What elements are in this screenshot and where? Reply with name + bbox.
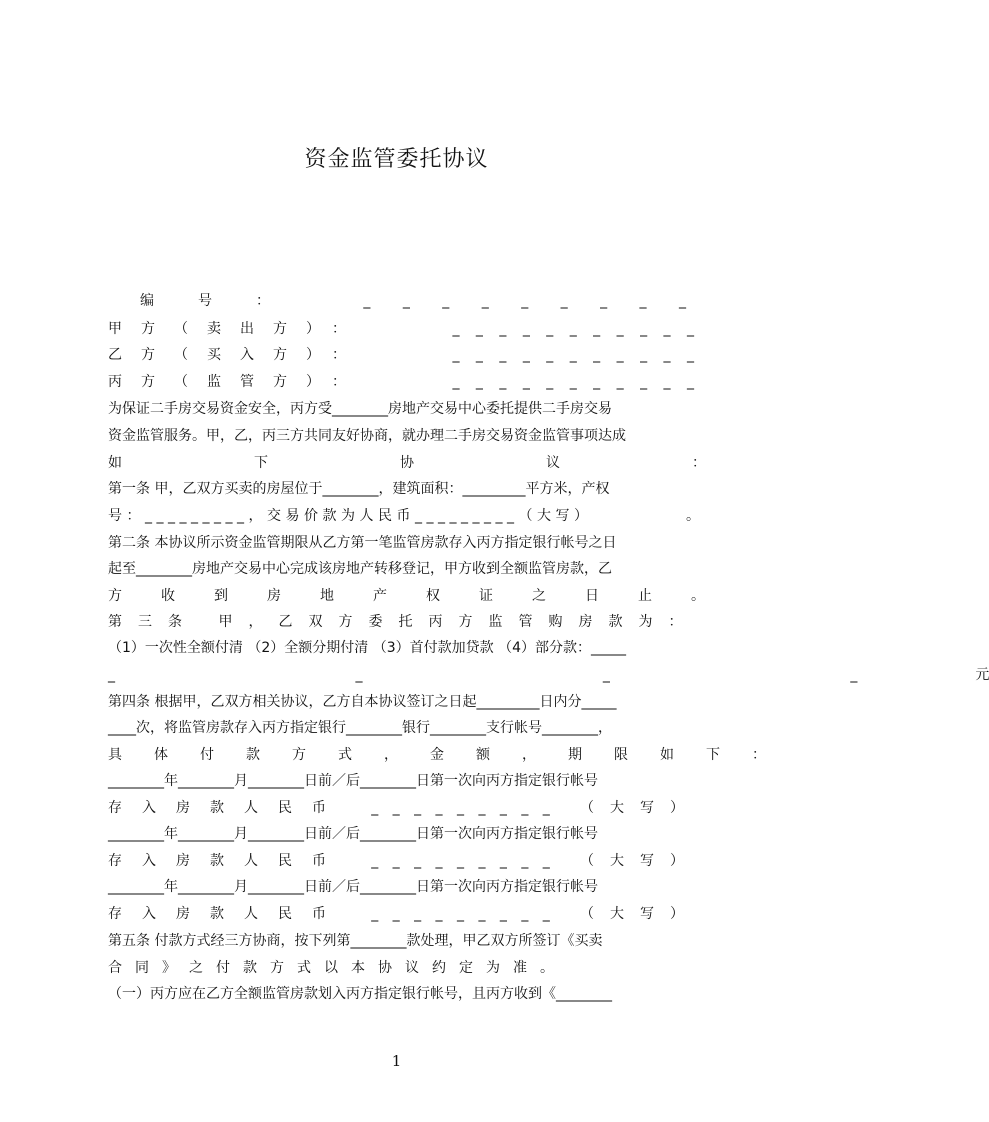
payment-1-label: 存入房款人民币 — [108, 800, 346, 816]
payment-2-amount — [108, 848, 700, 874]
serial-number-row — [140, 288, 700, 314]
party-c-label: 丙方（监管方）： — [108, 374, 365, 390]
article-2-line-2: 起至________房地产交易中心完成该房地产转移登记，甲方收到全额监管房款，乙 — [108, 561, 612, 577]
payment-3-amount — [108, 901, 700, 927]
intro-line-2: 资金监管服务。甲，乙，丙三方共同友好协商，就办理二手房交易资金监管事项达成 — [108, 428, 626, 444]
article-1-price: 号：_________，交易价款为人民币_________（大写） — [108, 508, 593, 524]
party-b-row — [108, 342, 700, 368]
page-number: 1 — [391, 1052, 402, 1070]
article-5-line-1: 第五条 付款方式经三方协商，按下列第________款处理，甲乙双方所签订《买卖 — [108, 933, 603, 949]
article-4-line-1: 第四条 根据甲，乙双方相关协议，乙方自本协议签订之日起_________日内分_____ — [108, 694, 617, 710]
article-4-line-3: 具体付款方式，金额，期限如下： — [108, 747, 798, 763]
payment-3-label: 存入房款人民币 — [108, 906, 346, 922]
article-5-line-2: 合同》之付款方式以本协议约定为准。 — [108, 960, 567, 976]
article-3-options: （1）一次性全额付清 （2）全额分期付清 （3）首付款加贷款 （4）部分款：_____ — [108, 640, 626, 656]
article-3-unit: 元 — [975, 667, 989, 683]
payment-2-date: ________年________月________日前／后________日第一次向丙方指定银行帐号 — [108, 826, 598, 842]
party-c-blank: _ _ _ _ _ _ _ _ _ _ _ — [452, 374, 700, 390]
payment-2-capital: （大写） — [579, 853, 700, 869]
payment-2-blank: _ _ _ _ _ _ _ _ _ — [371, 853, 555, 869]
article-4-line-2: ____次，将监管房款存入丙方指定银行________银行________支行帐号________， — [108, 720, 612, 736]
intro-line-1: 为保证二手房交易资金安全，丙方受________房地产交易中心委托提供二手房交易 — [108, 401, 612, 417]
article-1-line-2 — [108, 503, 700, 529]
payment-1-amount — [108, 795, 700, 821]
party-b-label: 乙方（买入方）： — [108, 347, 365, 363]
document-title: 资金监管委托协议 — [304, 147, 489, 172]
payment-3-date: ________年________月________日前／后________日第一次向丙方指定银行帐号 — [108, 879, 598, 895]
serial-number-label: 编号： — [140, 293, 314, 309]
party-a-blank: _ _ _ _ _ _ _ _ _ _ _ — [452, 321, 700, 337]
serial-number-blank: _ _ _ _ _ _ _ _ _ — [363, 293, 700, 309]
payment-2-label: 存入房款人民币 — [108, 853, 346, 869]
party-b-blank: _ _ _ _ _ _ _ _ _ _ _ — [452, 347, 700, 363]
payment-3-capital: （大写） — [579, 906, 700, 922]
article-1-period: 。 — [686, 508, 700, 524]
intro-line-3: 如下协议： — [108, 455, 838, 471]
article-3-blanks: _ _ _ _ — [108, 667, 976, 683]
payment-1-capital: （大写） — [579, 800, 700, 816]
party-c-row — [108, 369, 700, 395]
article-3-line-1: 第三条 甲，乙双方委托丙方监管购房款为： — [108, 614, 699, 630]
party-a-row — [108, 316, 700, 342]
payment-1-date: ________年________月________日前／后________日第一次向丙方指定银行帐号 — [108, 773, 598, 789]
article-5-line-3: （一）丙方应在乙方全额监管房款划入丙方指定银行帐号，且丙方收到《________ — [108, 986, 612, 1002]
payment-3-blank: _ _ _ _ _ _ _ _ _ — [371, 906, 555, 922]
article-1-line-1: 第一条 甲，乙双方买卖的房屋位于________，建筑面积：_________平方米，产权 — [108, 481, 610, 497]
article-2-line-1: 第二条 本协议所示资金监管期限从乙方第一笔监管房款存入丙方指定银行帐号之日 — [108, 535, 617, 551]
article-2-line-3: 方收到房地产权证之日止。 — [108, 588, 744, 604]
article-3-line-3 — [108, 662, 989, 688]
payment-1-blank: _ _ _ _ _ _ _ _ _ — [371, 800, 555, 816]
party-a-label: 甲方（卖出方）： — [108, 321, 365, 337]
